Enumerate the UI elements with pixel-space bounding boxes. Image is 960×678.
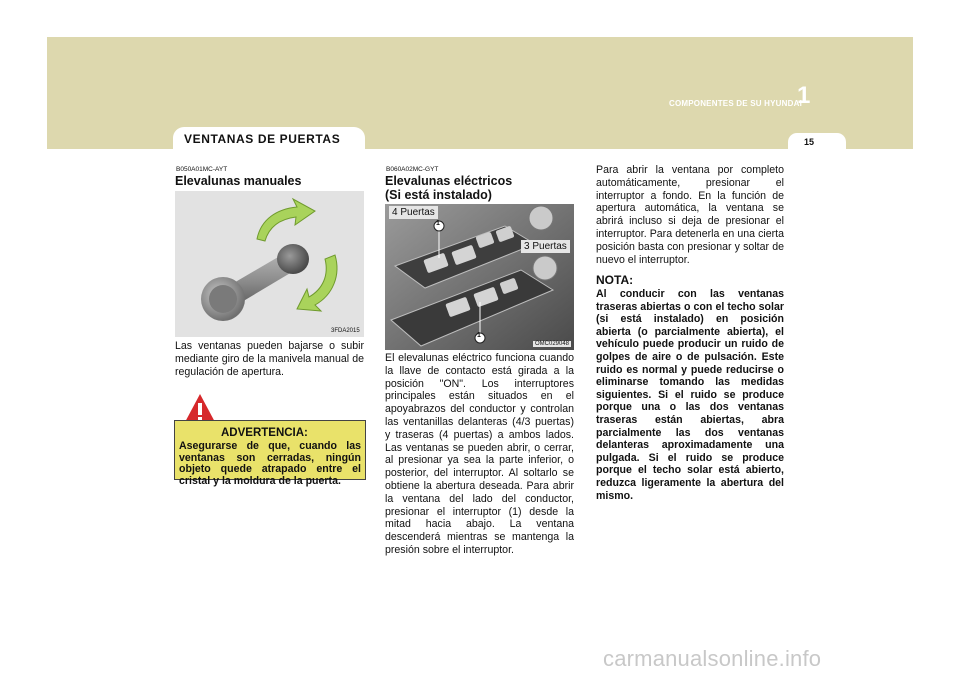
electric-heading-line2: (Si está instalado) xyxy=(385,188,492,202)
manual-body-text: Las ventanas pueden bajarse o subir mediante giro de la manivela manual de regulación de apertura. xyxy=(175,340,364,378)
warning-title: ADVERTENCIA: xyxy=(221,427,308,439)
rotate-up-arrow-icon xyxy=(257,199,315,241)
callout-1b: 1 xyxy=(477,332,481,339)
warning-text: Asegurarse de que, cuando las ventanas son cerradas, ningún objeto quede atrapado entre el cristal y la moldura de la puerta. xyxy=(179,440,361,487)
electric-code: B060A02MC-GYT xyxy=(386,166,439,173)
section-tab xyxy=(173,127,365,149)
callout-1a: 1 xyxy=(436,220,440,227)
warning-box xyxy=(174,420,366,487)
label-4-puertas: 4 Puertas xyxy=(389,206,438,219)
watermark: carmanualsonline.info xyxy=(603,646,822,671)
auto-open-body-text: Para abrir la ventana por completo automáticamente, presionar el interruptor a fondo. En la función de apertura automática, la ventana se abrirá incluso si deja de presionar el interruptor. Para detenerla en una cierta posición basta con presionar y soltar de nuevo el interruptor. xyxy=(596,164,784,266)
section-title: VENTANAS DE PUERTAS xyxy=(184,132,341,146)
electric-figure-code: OMC029048 xyxy=(535,341,570,347)
nota-text: Al conducir con las ventanas traseras abiertas o con el techo solar (si está instalado) en posición abierta (o parcialmente abierta), el vehículo puede producir un ruido de golpes de aire o de pulsación. Este ruido es normal y puede reducirse o eliminarse tomando las medidas siguientes. Si el ruido se produce porque una o las dos ventanas traseras están abiertas, abra parcialmente las dos ventanas delanteras aproximadamente una pulgada. Si el ruido se produce porque el techo solar está abierto, reduzca ligeramente la abertura del mismo. xyxy=(596,288,784,502)
electric-body-text: El elevalunas eléctrico funciona cuando la llave de contacto está girada a la posición "ON". Los interruptores principales están situados en el apoyabrazos del conductor y controlan las ventanillas delanteras (4/3 puertas) y traseras (4 puertas) a ambos lados. Las ventanas se pueden abrir, o cerrar, al presionar ya sea la parte inferior, o posterior, del interruptor. Al soltarlo se obtiene la abertura deseada. Para abrir la ventana del lado del conductor, presionar el interruptor (1) desde la mitad hacia abajo. La ventana descenderá mientras se mantenga la presión sobre el interruptor. xyxy=(385,352,574,556)
window-crank-illustration xyxy=(175,191,364,337)
electric-heading-line1: Elevalunas eléctricos xyxy=(385,174,513,188)
crank-hub xyxy=(209,285,237,313)
crank-knob xyxy=(277,244,309,274)
chapter-number: 1 xyxy=(797,82,811,109)
chapter-title: COMPONENTES DE SU HYUNDAI xyxy=(668,99,802,108)
page-tab xyxy=(788,133,846,149)
manual-figure-code: 3FDA2015 xyxy=(331,328,360,334)
power-window-switch-illustration xyxy=(385,204,574,350)
page-number: 15 xyxy=(803,137,814,147)
nota-title: NOTA: xyxy=(596,273,634,287)
power-window-switch-figure xyxy=(385,204,574,350)
window-crank-figure xyxy=(175,191,364,337)
manual-code: B050A01MC-AYT xyxy=(176,166,228,173)
manual-heading: Elevalunas manuales xyxy=(175,174,302,188)
label-3-puertas: 3 Puertas xyxy=(521,240,570,253)
